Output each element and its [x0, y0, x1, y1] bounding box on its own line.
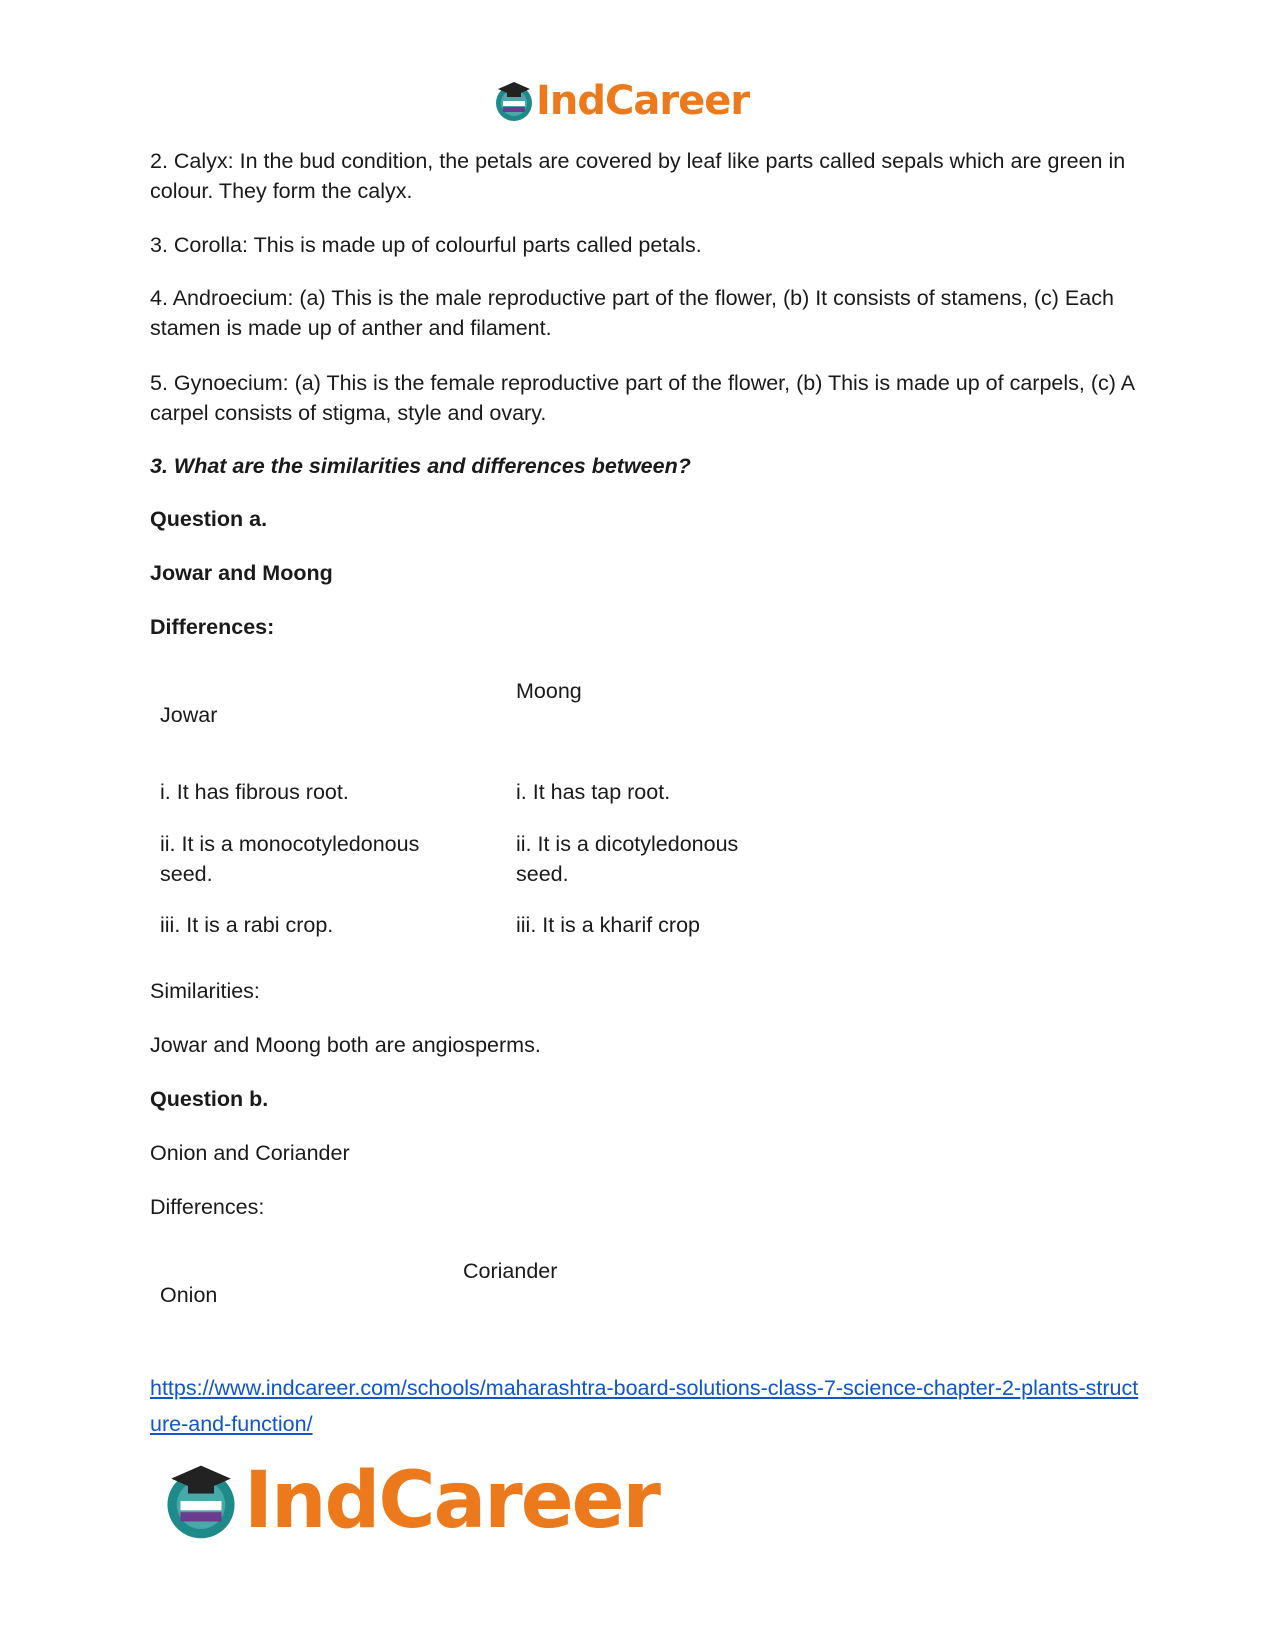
table-a-row2-moong: ii. It is a dicotyledonous seed.	[516, 832, 739, 886]
footer-logo	[160, 1456, 659, 1546]
question-a-subject: Jowar and Moong	[150, 561, 333, 585]
graduation-cap-globe-icon	[160, 1460, 242, 1542]
question-a-similarities-label: Similarities:	[150, 979, 260, 1003]
table-a-row2-jowar: ii. It is a monocotyledonous seed.	[160, 832, 420, 886]
table-a-header-jowar: Jowar	[160, 703, 218, 727]
question-b-differences-label: Differences:	[150, 1195, 265, 1219]
table-b-header-coriander: Coriander	[463, 1259, 558, 1283]
table-b-header-onion: Onion	[160, 1283, 218, 1307]
table-a-row1-moong: i. It has tap root.	[516, 780, 671, 804]
paragraph-calyx: 2. Calyx: In the bud condition, the petals are covered by leaf like parts called sepals which are green in colour. They form the calyx.	[150, 149, 1126, 203]
header-logo-text: IndCareer	[536, 78, 750, 124]
question-heading: 3. What are the similarities and differences between?	[150, 454, 691, 478]
footer-logo-text: IndCareer	[244, 1456, 659, 1546]
question-b-label: Question b.	[150, 1087, 269, 1111]
graduation-cap-globe-icon	[492, 79, 536, 123]
paragraph-gynoecium: 5. Gynoecium: (a) This is the female reproductive part of the flower, (b) This is made up of carpels, (c) A carpel consists of stigma, style and ovary.	[150, 371, 1134, 425]
table-a-header-moong: Moong	[516, 679, 582, 703]
question-a-differences-label: Differences:	[150, 615, 275, 639]
paragraph-corolla: 3. Corolla: This is made up of colourful parts called petals.	[150, 233, 702, 257]
question-a-similarity: Jowar and Moong both are angiosperms.	[150, 1033, 541, 1057]
paragraph-androecium: 4. Androecium: (a) This is the male reproductive part of the flower, (b) It consists of stamens, (c) Each stamen is made up of anther and filament.	[150, 286, 1114, 340]
table-a-row1-jowar: i. It has fibrous root.	[160, 780, 349, 804]
table-a-row3-moong: iii. It is a kharif crop	[516, 913, 700, 937]
header-logo	[492, 78, 749, 124]
question-a-label: Question a.	[150, 507, 268, 531]
footer-url-link[interactable]: https://www.indcareer.com/schools/maharashtra-board-solutions-class-7-science-chapter-2-plants-structure-and-function/	[150, 1376, 1139, 1436]
question-b-subject: Onion and Coriander	[150, 1141, 350, 1165]
table-a-row3-jowar: iii. It is a rabi crop.	[160, 913, 334, 937]
